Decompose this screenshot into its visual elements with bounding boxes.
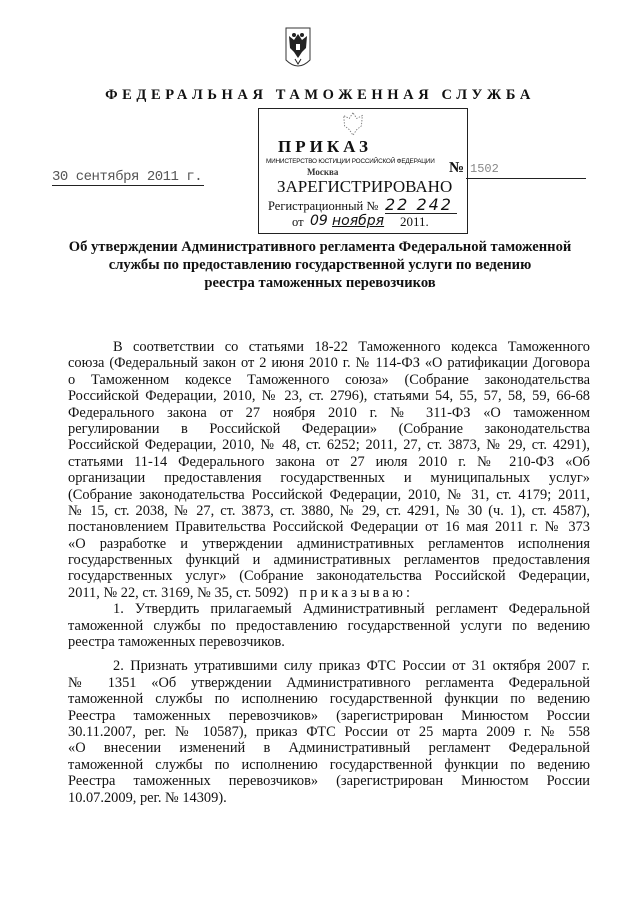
registration-label: Регистрационный № bbox=[268, 199, 379, 213]
registration-from-label: от bbox=[292, 215, 304, 229]
body-line: 30.11.2007, рег. № 10587), приказ ФТС России от 25 марта 2009 г. № 558 bbox=[68, 723, 590, 740]
body-line: Реестра таможенных перевозчиков» (зарегистрирован Минюстом России bbox=[68, 773, 590, 790]
body-line: Реестра таможенных перевозчиков» (зарегистрирован Минюстом России bbox=[68, 707, 590, 724]
body-line: регулировании в Российской Федерации» (Собрание законодательства bbox=[68, 420, 590, 437]
body-line: (Собрание законодательства Российской Федерации, 2010, № 31, ст. 4179; 2011, bbox=[68, 486, 590, 503]
registration-year: 2011. bbox=[400, 214, 429, 229]
registration-number: 22 242 bbox=[385, 196, 457, 214]
item-1 bbox=[68, 601, 590, 650]
body-line: реестра таможенных перевозчиков. bbox=[68, 634, 285, 651]
stamp-emblem-icon bbox=[340, 110, 366, 138]
body-line: постановлением Правительства Российской Федерации от 16 мая 2011 г. № 373 bbox=[68, 519, 590, 536]
title-line: Об утверждении Административного регламента Федеральной таможенной bbox=[68, 239, 572, 255]
order-date: 30 сентября 2011 г. bbox=[52, 169, 203, 185]
coat-of-arms-emblem bbox=[284, 26, 312, 72]
item-2 bbox=[68, 658, 590, 806]
document-title bbox=[0, 238, 640, 292]
body-line: о Таможенном кодексе Таможенного союза» (Собрание законодательства bbox=[68, 371, 590, 388]
body-line: «О разработке и утверждении административных регламентов исполнения bbox=[68, 535, 590, 552]
body-line: 1. Утвердить прилагаемый Административный регламент Федеральной bbox=[113, 601, 590, 618]
agency-name: ФЕДЕРАЛЬНАЯ ТАМОЖЕННАЯ СЛУЖБА bbox=[105, 87, 535, 103]
body-line: № 15, ст. 2038, № 27, ст. 3873, ст. 3880, № 29, ст. 4291, № 30 (ч. 1), ст. 4587), bbox=[68, 502, 590, 519]
stamp-ministry: МИНИСТЕРСТВО ЮСТИЦИИ РОССИЙСКОЙ ФЕДЕРАЦИИ bbox=[266, 158, 435, 165]
body-line: Федерального закона от 27 ноября 2010 г. № 311-ФЗ «О таможенном bbox=[68, 404, 590, 421]
body-line: № 1351 «Об утверждении Административного регламента Федеральной bbox=[68, 674, 590, 691]
body-line: таможенной службы по исполнению государственной функции по ведению bbox=[68, 691, 590, 708]
body-line: 2. Признать утратившими силу приказ ФТС России от 31 октября 2007 г. bbox=[113, 658, 590, 675]
body-line: статьями 11-14 Федерального закона от 27 июля 2010 г. № 210-ФЗ «Об bbox=[68, 453, 590, 470]
body-line: «О внесении изменений в Административный регламент Федеральной bbox=[68, 740, 590, 757]
body-line: союза (Федеральный закон от 2 июня 2010 г. № 114-ФЗ «О ратификации Договора bbox=[68, 355, 590, 372]
body-line: Российской Федерации, 2010, № 48, ст. 6252; 2011, 27, ст. 3873, № 29, ст. 4291), bbox=[68, 437, 590, 454]
document-body bbox=[68, 339, 590, 806]
number-underline bbox=[466, 178, 586, 179]
body-line: государственных функций и административных регламентов предоставления bbox=[68, 552, 590, 569]
body-line: организации предоставления государственных и муниципальных услуг» bbox=[68, 470, 590, 487]
document-type: ПРИКАЗ bbox=[278, 137, 372, 156]
title-line: службы по предоставлению государственной услуги по ведению bbox=[108, 257, 532, 273]
title-line: реестра таможенных перевозчиков bbox=[204, 275, 436, 291]
stamp-status: ЗАРЕГИСТРИРОВАНО bbox=[277, 177, 453, 196]
order-number: 1502 bbox=[470, 162, 499, 176]
body-line: таможенной службы по предоставлению государственной услуги по ведению bbox=[68, 617, 590, 634]
order-word: приказываю: bbox=[299, 584, 414, 601]
body-line bbox=[68, 585, 590, 601]
body-line: Российской Федерации, 2010, № 23, ст. 2796), статьями 54, 55, 57, 58, 59, 66-68 bbox=[68, 388, 590, 405]
body-line-text: 2011, № 22, ст. 3169, № 35, ст. 5092) bbox=[68, 584, 289, 601]
body-line: В соответствии со статьями 18-22 Таможенного кодекса Таможенного bbox=[113, 339, 590, 355]
body-line: государственных услуг» (Собрание законодательства Российской Федерации, bbox=[68, 568, 590, 585]
body-line: 10.07.2009, рег. № 14309). bbox=[68, 789, 227, 806]
stamp-city: Москва bbox=[307, 167, 339, 177]
registration-day: 09 bbox=[310, 213, 328, 229]
number-sign: № bbox=[449, 160, 465, 176]
body-line: таможенной службы по исполнению государственной функции по ведению bbox=[68, 756, 590, 773]
preamble bbox=[68, 339, 590, 601]
registration-month: ноября bbox=[332, 213, 385, 229]
